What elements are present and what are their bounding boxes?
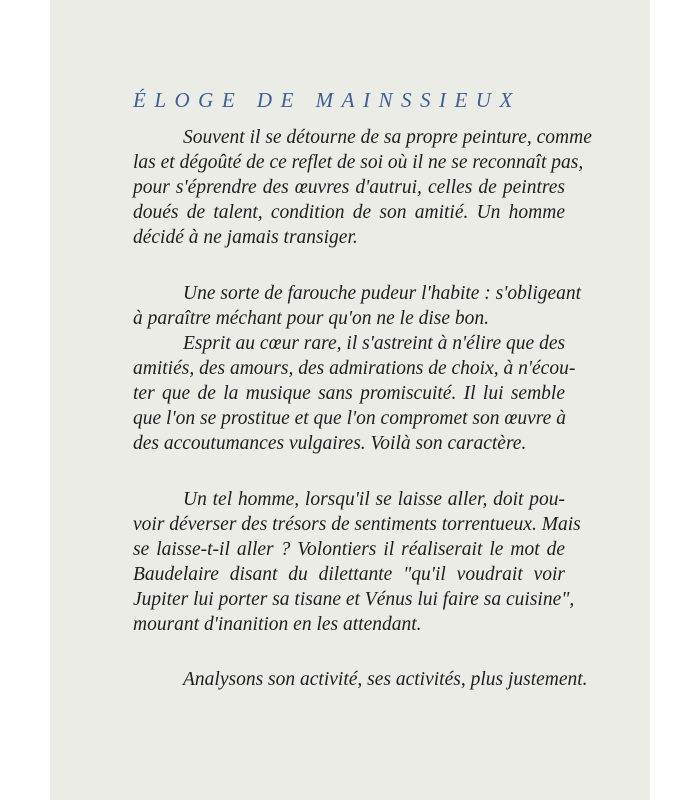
text-line: Baudelaire disant du dilettante "qu'il voudrait voir (133, 564, 565, 585)
text-line: Jupiter lui porter sa tisane et Vénus lui faire sa cuisine", (133, 589, 575, 610)
text-line: Une sorte de farouche pudeur l'habite : s'obligeant (183, 283, 582, 304)
page-title: ÉLOGE DE MAINSSIEUX (133, 88, 521, 112)
text-line: Un tel homme, lorsqu'il se laisse aller, doit pou- (183, 489, 565, 510)
text-line: décidé à ne jamais transiger. (133, 227, 358, 248)
text-line: des accoutumances vulgaires. Voilà son caractère. (133, 433, 527, 454)
text-line: Analysons son activité, ses activités, plus justement. (183, 669, 588, 690)
text-line: ter que de la musique sans promiscuité. Il lui semble (133, 383, 565, 404)
text-line: pour s'éprendre des œuvres d'autrui, celles de peintres (133, 177, 565, 198)
text-line: amitiés, des amours, des admirations de choix, à n'écou- (133, 358, 576, 379)
text-line: que l'on se prostitue et que l'on compromet son œuvre à (133, 408, 566, 429)
text-line: Esprit au cœur rare, il s'astreint à n'élire que des (183, 333, 566, 354)
text-line: mourant d'inanition en les attendant. (133, 614, 422, 635)
text-line: doués de talent, condition de son amitié. Un homme (133, 202, 565, 223)
text-line: à paraître méchant pour qu'on ne le dise bon. (133, 308, 490, 329)
text-line: las et dégoûté de ce reflet de soi où il ne se reconnaît pas, (133, 152, 584, 173)
text-line: voir déverser des trésors de sentiments torrentueux. Mais (133, 514, 581, 535)
text-line: se laisse-t-il aller ? Volontiers il réaliserait le mot de (133, 539, 565, 560)
text-line: Souvent il se détourne de sa propre peinture, comme (183, 127, 592, 148)
